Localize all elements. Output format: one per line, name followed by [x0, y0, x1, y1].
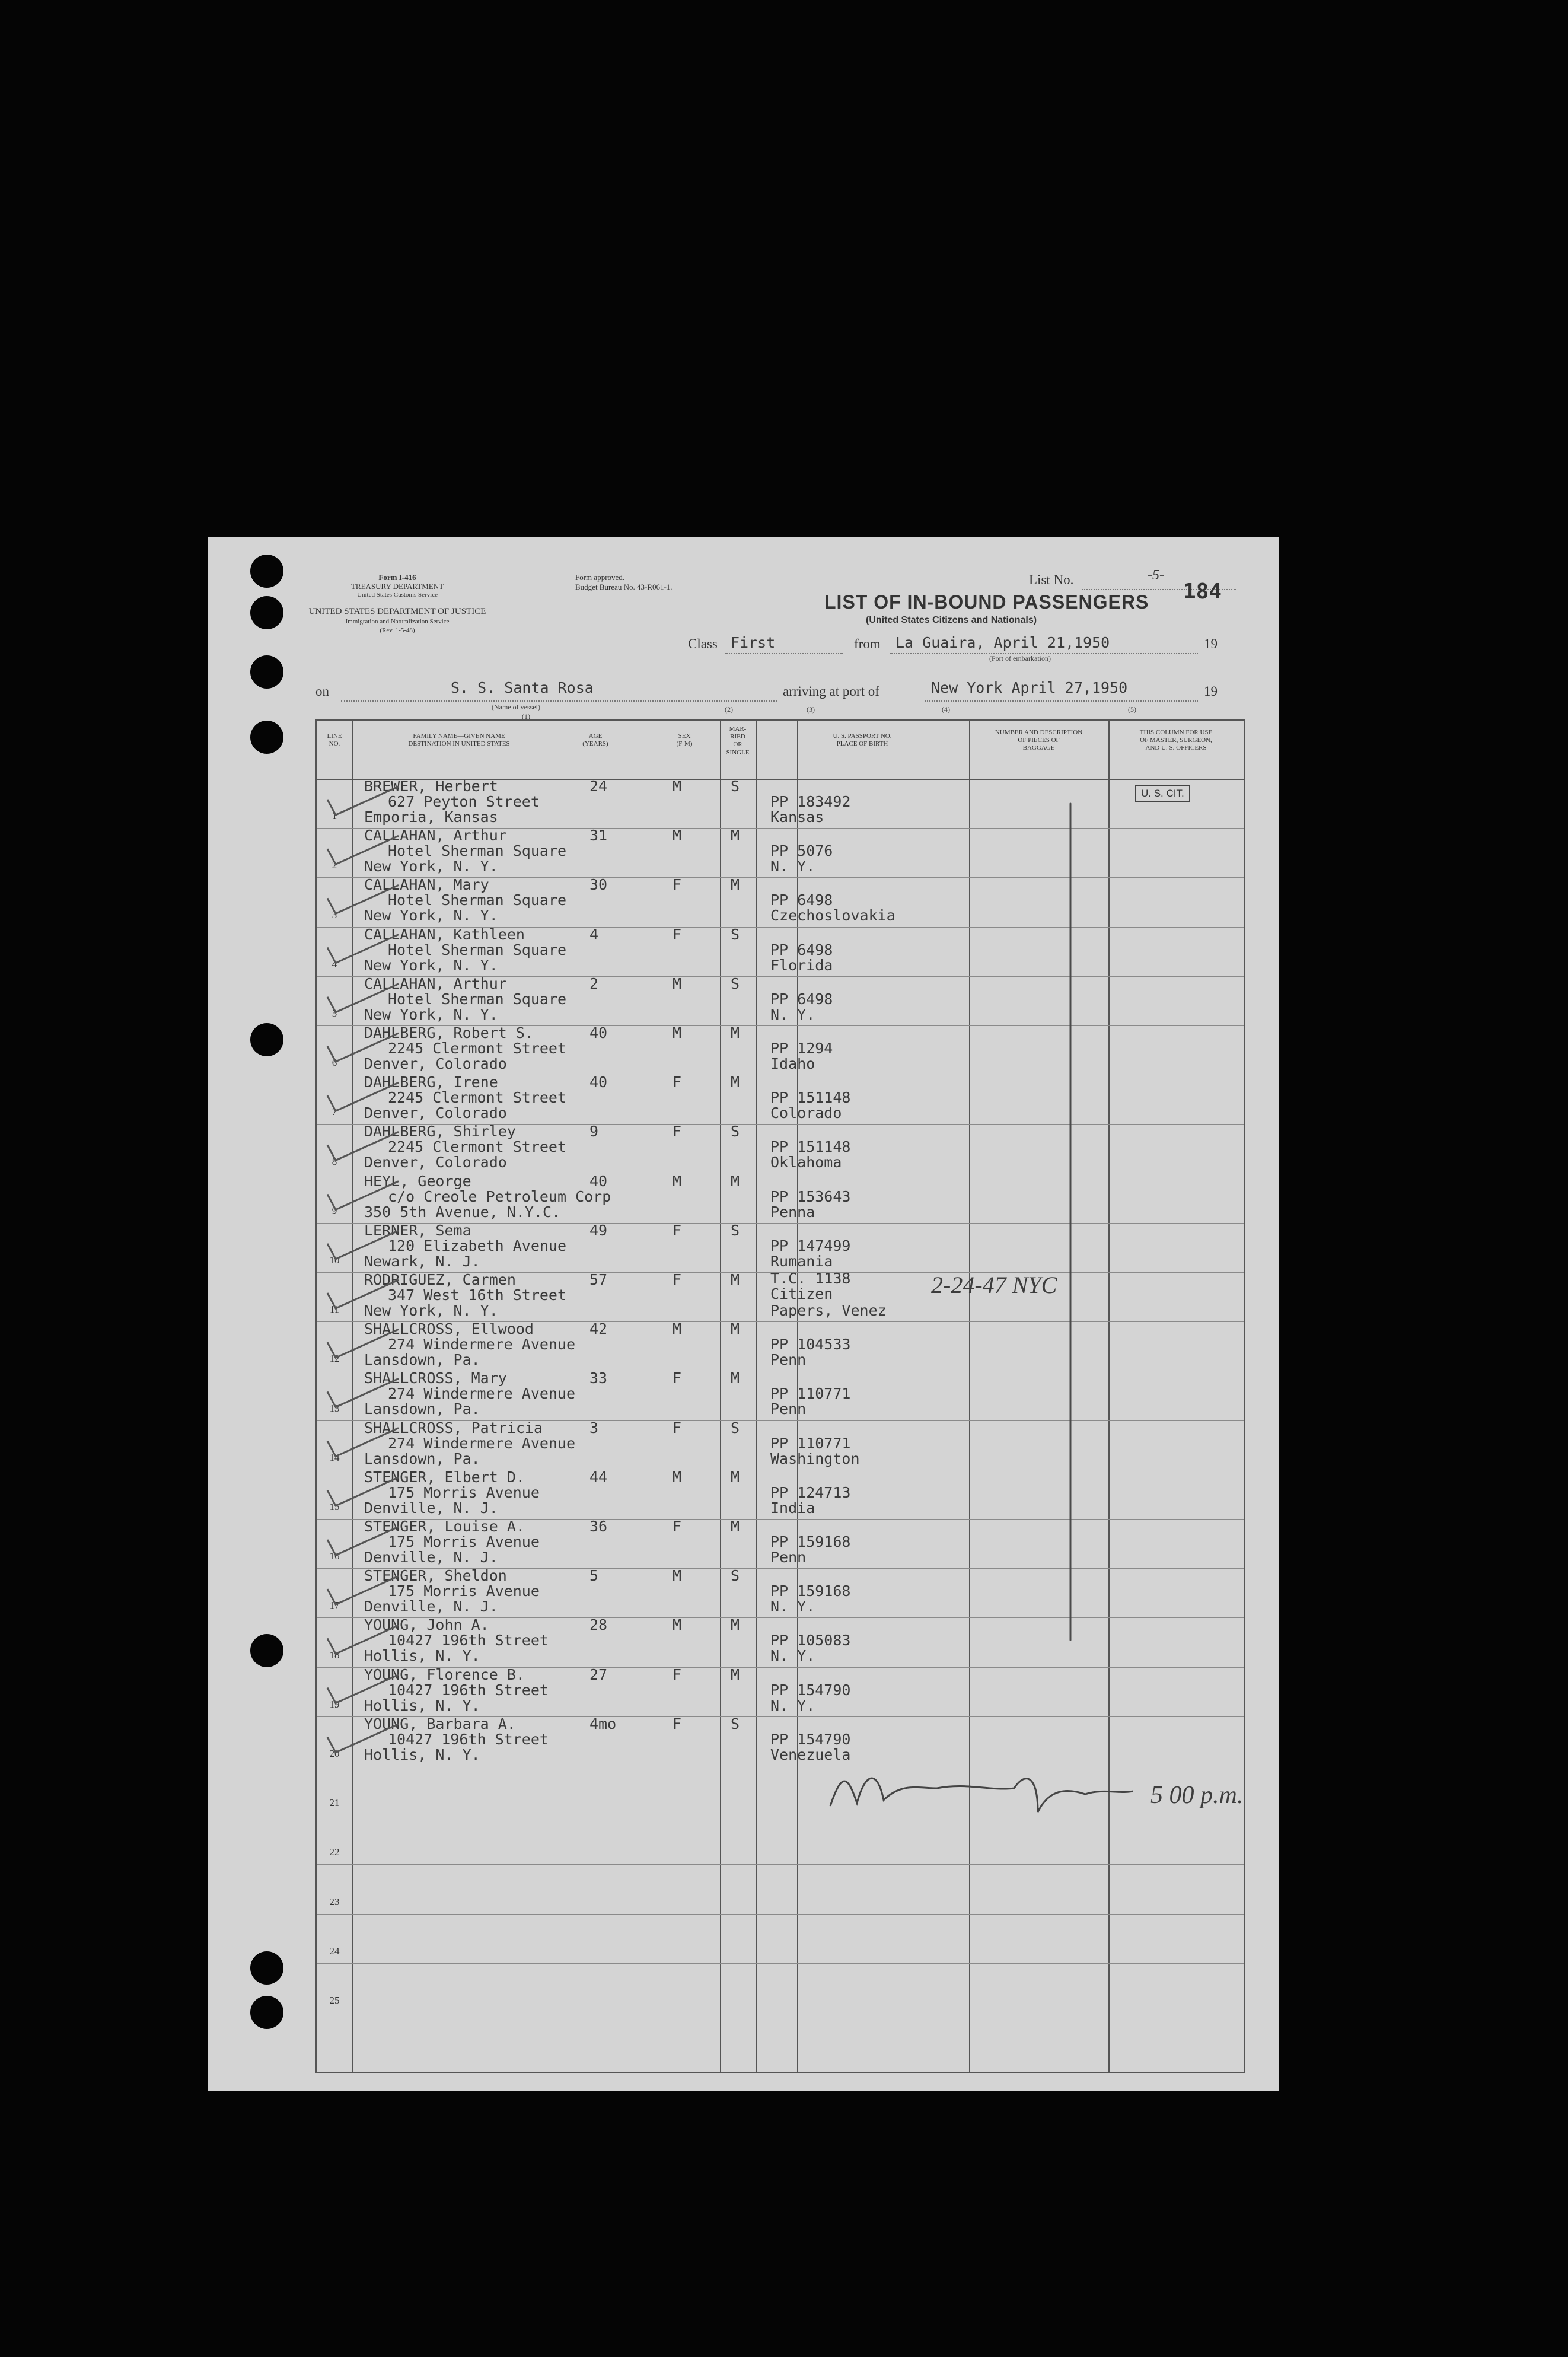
table-header: [317, 721, 1244, 780]
line-number: 3: [332, 909, 337, 920]
binder-hole: [250, 1996, 283, 2029]
cell-birth: Florida: [770, 956, 833, 974]
cell-addr2: Denville, N. J.: [364, 1549, 498, 1566]
cell-ms: S: [731, 778, 740, 795]
cell-pp2: Citizen: [770, 1285, 833, 1302]
cell-age: 42: [589, 1320, 608, 1338]
header-married: MAR- RIED OR SINGLE: [726, 725, 750, 756]
cell-pp: PP 105083: [770, 1632, 851, 1649]
rodriguez-note: 2-24-47 NYC: [931, 1272, 1057, 1298]
cell-name: CALLAHAN, Mary: [364, 876, 489, 894]
cell-addr1: Hotel Sherman Square: [388, 941, 567, 958]
cell-pp: PP 5076: [770, 842, 833, 860]
row-divider: [317, 1914, 1244, 1915]
binder-hole: [250, 596, 283, 629]
arrival-underline: [925, 700, 1198, 702]
line-number: 16: [329, 1550, 340, 1562]
cell-ms: M: [731, 1172, 740, 1190]
cell-name: CALLAHAN, Arthur: [364, 974, 507, 992]
cell-ms: M: [731, 1665, 740, 1683]
cell-sex: F: [673, 925, 682, 943]
cell-sex: M: [673, 1172, 682, 1190]
cell-sex: F: [673, 1715, 682, 1732]
cell-name: YOUNG, Barbara A.: [364, 1715, 516, 1732]
cell-birth: Penna: [770, 1203, 815, 1221]
cell-birth: N. Y.: [770, 1598, 815, 1616]
cell-ms: S: [731, 1715, 740, 1732]
citizenship-stamp: U. S. CIT.: [1135, 785, 1190, 802]
agency-ins: Immigration and Naturalization Service: [345, 618, 450, 625]
header-baggage: NUMBER AND DESCRIPTION OF PIECES OF BAGGAGE: [995, 729, 1083, 752]
cell-ms: S: [731, 1567, 740, 1585]
col-divider: [1108, 721, 1110, 2072]
cell-addr2: New York, N. Y.: [364, 907, 498, 925]
cell-pp: PP 1294: [770, 1040, 833, 1057]
line-number: 5: [332, 1008, 337, 1019]
cell-sex: M: [673, 974, 682, 992]
cell-addr1: 175 Morris Avenue: [388, 1483, 540, 1501]
class-underline: [725, 653, 843, 654]
cell-sex: F: [673, 1074, 682, 1091]
cell-ms: S: [731, 1221, 740, 1239]
line-number: 17: [329, 1600, 340, 1611]
passenger-table: [315, 719, 1245, 2073]
cell-age: 40: [589, 1074, 608, 1091]
cell-pp: PP 151148: [770, 1138, 851, 1156]
cell-birth: Idaho: [770, 1055, 815, 1072]
cell-addr1: 627 Peyton Street: [388, 793, 540, 810]
cell-addr2: New York, N. Y.: [364, 956, 498, 974]
cell-pp: PP 124713: [770, 1483, 851, 1501]
line-number: 14: [329, 1451, 340, 1463]
cell-name: DAHLBERG, Shirley: [364, 1123, 516, 1141]
cell-birth: Penn: [770, 1351, 807, 1369]
form-revision: (Rev. 1-5-48): [380, 627, 415, 634]
cell-pp: PP 104533: [770, 1336, 851, 1353]
cell-pp: T.C. 1138: [770, 1270, 851, 1287]
col-divider: [969, 721, 970, 2072]
cell-pp: PP 154790: [770, 1681, 851, 1699]
cell-pp: PP 6498: [770, 990, 833, 1008]
cell-addr2: New York, N. Y.: [364, 1005, 498, 1023]
cell-pp: PP 154790: [770, 1730, 851, 1748]
signature-time: 5 00 p.m.: [1150, 1782, 1244, 1809]
row-divider: [317, 1963, 1244, 1964]
cell-addr2: Hollis, N. Y.: [364, 1696, 480, 1714]
cell-addr1: Hotel Sherman Square: [388, 990, 567, 1008]
header-age: AGE (YEARS): [582, 732, 608, 748]
cell-pp: PP 6498: [770, 941, 833, 958]
line-number: 20: [329, 1748, 340, 1759]
cell-addr1: 10427 196th Street: [388, 1730, 549, 1748]
header-name: FAMILY NAME—GIVEN NAME DESTINATION IN UNITED STATES: [408, 732, 510, 748]
cell-sex: F: [673, 1419, 682, 1437]
cell-addr2: Lansdown, Pa.: [364, 1450, 480, 1467]
col-num-1: (1): [522, 712, 530, 721]
cell-name: CALLAHAN, Kathleen: [364, 925, 525, 943]
col-divider: [720, 721, 721, 2072]
agency-treasury: TREASURY DEPARTMENT: [350, 581, 444, 591]
manifest-page: [208, 537, 1279, 2091]
cell-age: 36: [589, 1518, 608, 1535]
cell-pp: PP 159168: [770, 1533, 851, 1550]
cell-age: 33: [589, 1369, 608, 1387]
list-no-handwritten: -5-: [1148, 568, 1164, 583]
line-number: 25: [329, 1995, 340, 2006]
cell-name: DAHLBERG, Irene: [364, 1074, 498, 1091]
cell-birth: Papers, Venez: [770, 1302, 887, 1319]
cell-birth: Venezuela: [770, 1746, 851, 1763]
line-number: 18: [329, 1649, 340, 1661]
cell-sex: M: [673, 1567, 682, 1585]
header-line-no: LINE NO.: [327, 732, 342, 748]
header-sex: SEX (F-M): [676, 732, 693, 748]
cell-pp: PP 153643: [770, 1187, 851, 1205]
port-note: (Port of embarkation): [989, 654, 1051, 662]
arriving-label: arriving at port of: [783, 684, 879, 699]
agency-justice: UNITED STATES DEPARTMENT OF JUSTICE: [308, 607, 486, 616]
cell-birth: N. Y.: [770, 1696, 815, 1714]
cell-addr2: 350 5th Avenue, N.Y.C.: [364, 1203, 561, 1221]
cell-ms: S: [731, 1419, 740, 1437]
from-value: La Guaira, April 21,1950: [895, 634, 1110, 651]
cell-name: SHALLCROSS, Mary: [364, 1369, 507, 1387]
cell-sex: M: [673, 778, 682, 795]
list-no-stamp: 184: [1183, 579, 1222, 604]
cell-addr1: 10427 196th Street: [388, 1632, 549, 1649]
class-label: Class: [688, 636, 718, 651]
cell-sex: F: [673, 1221, 682, 1239]
cell-age: 44: [589, 1468, 608, 1486]
vessel-underline: [341, 700, 777, 702]
binder-hole: [250, 1951, 283, 1985]
cell-name: RODRIGUEZ, Carmen: [364, 1271, 516, 1288]
cell-sex: F: [673, 876, 682, 894]
binder-hole: [250, 1634, 283, 1667]
cell-ms: M: [731, 1074, 740, 1091]
binder-hole: [250, 1023, 283, 1056]
cell-ms: M: [731, 1271, 740, 1288]
cell-addr1: 10427 196th Street: [388, 1681, 549, 1699]
cell-name: SHALLCROSS, Patricia: [364, 1419, 543, 1437]
cell-addr2: Lansdown, Pa.: [364, 1351, 480, 1369]
form-approval: Form approved.: [575, 573, 625, 582]
cell-age: 28: [589, 1616, 608, 1634]
line-number: 13: [329, 1402, 340, 1414]
line-number: 7: [332, 1106, 337, 1118]
cell-age: 49: [589, 1221, 608, 1239]
cell-birth: Rumania: [770, 1252, 833, 1270]
year-1: 19: [1204, 636, 1218, 651]
cell-ms: M: [731, 1518, 740, 1535]
cell-age: 5: [589, 1567, 599, 1585]
cell-name: HEYL, George: [364, 1172, 471, 1190]
cell-addr1: Hotel Sherman Square: [388, 842, 567, 860]
cell-age: 3: [589, 1419, 599, 1437]
cell-name: DAHLBERG, Robert S.: [364, 1024, 534, 1041]
line-number: 2: [332, 859, 337, 871]
cell-age: 30: [589, 876, 608, 894]
cell-addr1: 2245 Clermont Street: [388, 1089, 567, 1107]
cell-name: SHALLCROSS, Ellwood: [364, 1320, 534, 1338]
budget-number: Budget Bureau No. 43-R061-1.: [575, 582, 673, 591]
cell-age: 40: [589, 1024, 608, 1041]
cell-addr2: Denver, Colorado: [364, 1055, 507, 1072]
cell-sex: M: [673, 827, 682, 845]
cell-addr2: Denville, N. J.: [364, 1499, 498, 1517]
cell-addr2: Denver, Colorado: [364, 1104, 507, 1122]
cell-addr2: Hollis, N. Y.: [364, 1647, 480, 1665]
binder-hole: [250, 555, 283, 588]
cell-addr1: 274 Windermere Avenue: [388, 1434, 576, 1452]
cell-addr2: New York, N. Y.: [364, 858, 498, 875]
cell-name: YOUNG, Florence B.: [364, 1665, 525, 1683]
cell-name: STENGER, Sheldon: [364, 1567, 507, 1585]
cell-ms: M: [731, 1320, 740, 1338]
cell-addr1: 120 Elizabeth Avenue: [388, 1237, 567, 1254]
form-agency-block: [308, 574, 486, 599]
line-number: 21: [329, 1797, 340, 1809]
cell-pp: PP 6498: [770, 891, 833, 909]
cell-sex: M: [673, 1320, 682, 1338]
col-num-5: (5): [1128, 705, 1136, 714]
cell-age: 27: [589, 1665, 608, 1683]
line-number: 15: [329, 1501, 340, 1512]
cell-addr2: Newark, N. J.: [364, 1252, 480, 1270]
cell-birth: Kansas: [770, 808, 824, 826]
cell-age: 2: [589, 974, 599, 992]
cell-age: 24: [589, 778, 608, 795]
cell-addr2: New York, N. Y.: [364, 1302, 498, 1319]
cell-addr1: 2245 Clermont Street: [388, 1138, 567, 1156]
cell-ms: S: [731, 974, 740, 992]
cell-name: BREWER, Herbert: [364, 778, 498, 795]
cell-sex: M: [673, 1616, 682, 1634]
cell-addr2: Denver, Colorado: [364, 1154, 507, 1171]
cell-birth: N. Y.: [770, 1005, 815, 1023]
binder-hole: [250, 721, 283, 754]
cell-birth: Washington: [770, 1450, 860, 1467]
header-passport: U. S. PASSPORT NO. PLACE OF BIRTH: [833, 732, 892, 748]
cell-addr1: 274 Windermere Avenue: [388, 1336, 576, 1353]
cell-age: 9: [589, 1123, 599, 1141]
cell-age: 4: [589, 925, 599, 943]
cell-pp: PP 183492: [770, 793, 851, 810]
form-subtitle: (United States Citizens and Nationals): [866, 615, 1037, 625]
col-num-4: (4): [942, 705, 950, 714]
cell-ms: M: [731, 1024, 740, 1041]
cell-name: YOUNG, John A.: [364, 1616, 489, 1634]
cell-sex: F: [673, 1271, 682, 1288]
cell-addr1: 274 Windermere Avenue: [388, 1385, 576, 1403]
list-no-label: List No.: [1029, 572, 1074, 587]
year-2: 19: [1204, 684, 1218, 699]
cell-name: CALLAHAN, Arthur: [364, 827, 507, 845]
cell-ms: M: [731, 1369, 740, 1387]
cell-addr2: Lansdown, Pa.: [364, 1400, 480, 1418]
cell-age: 4mo: [589, 1715, 617, 1732]
col-divider: [352, 721, 353, 2072]
line-number: 9: [332, 1205, 337, 1216]
vessel-name: S. S. Santa Rosa: [451, 679, 594, 696]
line-number: 24: [329, 1945, 340, 1957]
cell-ms: M: [731, 827, 740, 845]
col-num-2: (2): [725, 705, 733, 714]
line-number: 12: [329, 1353, 340, 1365]
cell-ms: S: [731, 1123, 740, 1141]
cell-addr2: Denville, N. J.: [364, 1598, 498, 1616]
cell-birth: India: [770, 1499, 815, 1517]
cell-pp: PP 159168: [770, 1582, 851, 1600]
line-number: 8: [332, 1155, 337, 1167]
col-divider: [756, 721, 757, 2072]
cell-addr2: Hollis, N. Y.: [364, 1746, 480, 1763]
line-number: 19: [329, 1698, 340, 1710]
cell-birth: Czechoslovakia: [770, 907, 895, 925]
cell-ms: S: [731, 925, 740, 943]
agency-customs: United States Customs Service: [357, 591, 438, 598]
cell-pp: PP 110771: [770, 1385, 851, 1403]
line-number: 11: [329, 1304, 340, 1316]
line-number: 4: [332, 958, 337, 970]
from-label: from: [854, 636, 881, 651]
class-value: First: [731, 634, 776, 651]
cell-name: STENGER, Louise A.: [364, 1518, 525, 1535]
cell-birth: Colorado: [770, 1104, 842, 1122]
cell-sex: F: [673, 1369, 682, 1387]
cell-age: 31: [589, 827, 608, 845]
cell-age: 57: [589, 1271, 608, 1288]
on-label: on: [315, 684, 329, 699]
cell-ms: M: [731, 1468, 740, 1486]
cell-sex: F: [673, 1665, 682, 1683]
cell-ms: M: [731, 876, 740, 894]
vessel-note: (Name of vessel): [492, 703, 540, 711]
header-officers: THIS COLUMN FOR USE OF MASTER, SURGEON, AND U. S. OFFICERS: [1139, 729, 1213, 752]
line-number: 23: [329, 1896, 340, 1907]
cell-birth: N. Y.: [770, 1647, 815, 1665]
cell-addr1: 175 Morris Avenue: [388, 1533, 540, 1550]
cell-pp: PP 110771: [770, 1434, 851, 1452]
cell-birth: Oklahoma: [770, 1154, 842, 1171]
cell-birth: Penn: [770, 1549, 807, 1566]
cell-sex: F: [673, 1123, 682, 1141]
cell-birth: N. Y.: [770, 858, 815, 875]
binder-hole: [250, 655, 283, 689]
cell-addr1: c/o Creole Petroleum Corp: [388, 1187, 611, 1205]
row-divider: [317, 1864, 1244, 1865]
cell-addr1: 2245 Clermont Street: [388, 1040, 567, 1057]
cell-addr1: Hotel Sherman Square: [388, 891, 567, 909]
cell-pp: PP 151148: [770, 1089, 851, 1107]
cell-sex: M: [673, 1024, 682, 1041]
form-number: Form I-416: [378, 573, 416, 582]
line-number: 10: [329, 1254, 340, 1266]
cell-addr2: Emporia, Kansas: [364, 808, 498, 826]
arrival-value: New York April 27,1950: [931, 679, 1128, 696]
cell-age: 40: [589, 1172, 608, 1190]
cell-birth: Penn: [770, 1400, 807, 1418]
cell-pp: PP 147499: [770, 1237, 851, 1254]
form-title: LIST OF IN-BOUND PASSENGERS: [824, 591, 1149, 613]
cell-name: LERNER, Sema: [364, 1221, 471, 1239]
line-number: 1: [332, 810, 337, 822]
cell-sex: F: [673, 1518, 682, 1535]
line-number: 6: [332, 1057, 337, 1069]
col-num-3: (3): [807, 705, 815, 714]
cell-ms: M: [731, 1616, 740, 1634]
cell-addr1: 347 West 16th Street: [388, 1286, 567, 1304]
line-number: 22: [329, 1846, 340, 1858]
cell-addr1: 175 Morris Avenue: [388, 1582, 540, 1600]
cell-name: STENGER, Elbert D.: [364, 1468, 525, 1486]
cell-sex: M: [673, 1468, 682, 1486]
